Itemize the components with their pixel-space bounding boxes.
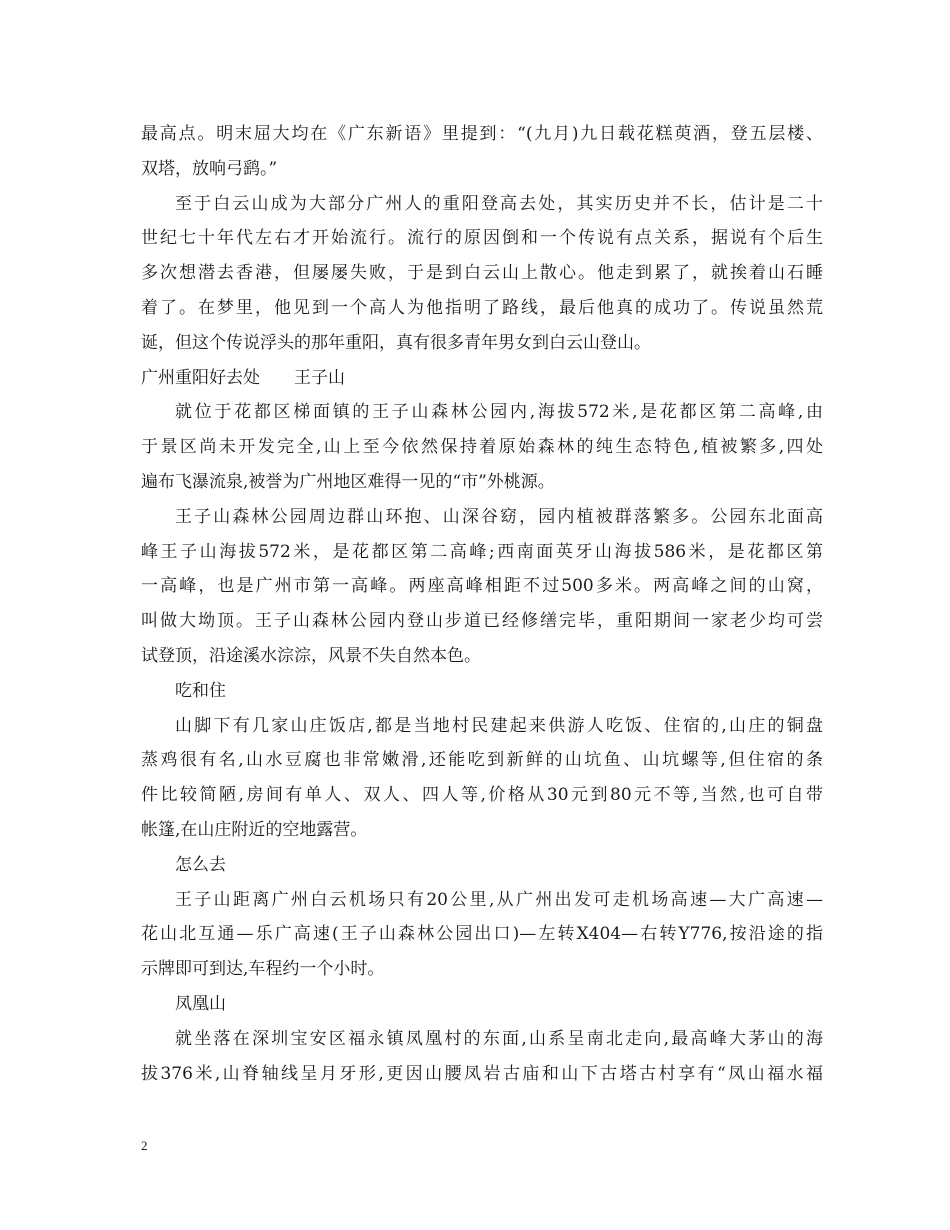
text-line: 就坐落在深圳宝安区福永镇凤凰村的东面,山系呈南北走向,最高峰大茅山的海 [175, 1028, 823, 1049]
text-line: 遍布飞瀑流泉,被誉为广州地区难得一见的“市”外桃源。 [141, 471, 555, 492]
body-text [141, 117, 823, 1091]
page-number: 2 [141, 1138, 148, 1153]
text-line: 世纪七十年代左右才开始流行。流行的原因倒和一个传说有点关系，据说有个后生 [141, 228, 823, 249]
text-line: 件比较简陋,房间有单人、双人、四人等,价格从30元到80元不等,当然,也可自带 [141, 785, 823, 806]
text-line: 就位于花都区梯面镇的王子山森林公园内,海拔572米,是花都区第二高峰,由 [175, 402, 823, 423]
text-line: 王子山森林公园周边群山环抱、山深谷窈，园内植被群落繁多。公园东北面高 [175, 506, 823, 527]
text-line: 花山北互通—乐广高速(王子山森林公园出口)—左转X404—右转Y776,按沿途的指 [141, 924, 823, 945]
text-line: 于景区尚未开发完全,山上至今依然保持着原始森林的纯生态特色,植被繁多,四处 [141, 437, 823, 458]
text-line: 峰王子山海拔572米，是花都区第二高峰;西南面英牙山海拔586米，是花都区第 [141, 541, 823, 562]
text-line: 帐篷,在山庄附近的空地露营。 [141, 819, 368, 840]
text-line: 双塔，放响弓鹞。” [141, 158, 278, 179]
text-line: 诞，但这个传说浮头的那年重阳，真有很多青年男女到白云山登山。 [141, 332, 651, 353]
text-line: 着了。在梦里，他见到一个高人为他指明了路线，最后他真的成功了。传说虽然荒 [141, 297, 823, 318]
text-line: 试登顶，沿途溪水淙淙，风景不失自然本色。 [141, 645, 481, 666]
text-line: 凤凰山 [175, 993, 226, 1014]
text-line: 山脚下有几家山庄饭店,都是当地村民建起来供游人吃饭、住宿的,山庄的铜盘 [175, 715, 823, 736]
text-line: 至于白云山成为大部分广州人的重阳登高去处，其实历史并不长，估计是二十 [175, 193, 823, 214]
text-line: 叫做大坳顶。王子山森林公园内登山步道已经修缮完毕，重阳期间一家老少均可尝 [141, 611, 823, 632]
text-line: 拔376米,山脊轴线呈月牙形,更因山腰凤岩古庙和山下古塔古村享有“凤山福水福 [141, 1063, 823, 1084]
text-line: 王子山距离广州白云机场只有20公里,从广州出发可走机场高速—大广高速— [175, 889, 823, 910]
text-line: 广州重阳好去处 王子山 [141, 367, 345, 388]
text-line: 一高峰，也是广州市第一高峰。两座高峰相距不过500多米。两高峰之间的山窝， [141, 576, 823, 597]
text-line: 多次想潜去香港，但屡屡失败，于是到白云山上散心。他走到累了，就挨着山石睡 [141, 263, 823, 284]
text-line: 最高点。明末屈大均在《广东新语》里提到：“(九月)九日载花糕萸酒，登五层楼、 [141, 124, 823, 144]
text-line: 示牌即可到达,车程约一个小时。 [141, 959, 385, 980]
text-line: 吃和住 [175, 680, 226, 701]
text-line: 怎么去 [175, 854, 226, 875]
text-line: 蒸鸡很有名,山水豆腐也非常嫩滑,还能吃到新鲜的山坑鱼、山坑螺等,但住宿的条 [141, 750, 823, 771]
